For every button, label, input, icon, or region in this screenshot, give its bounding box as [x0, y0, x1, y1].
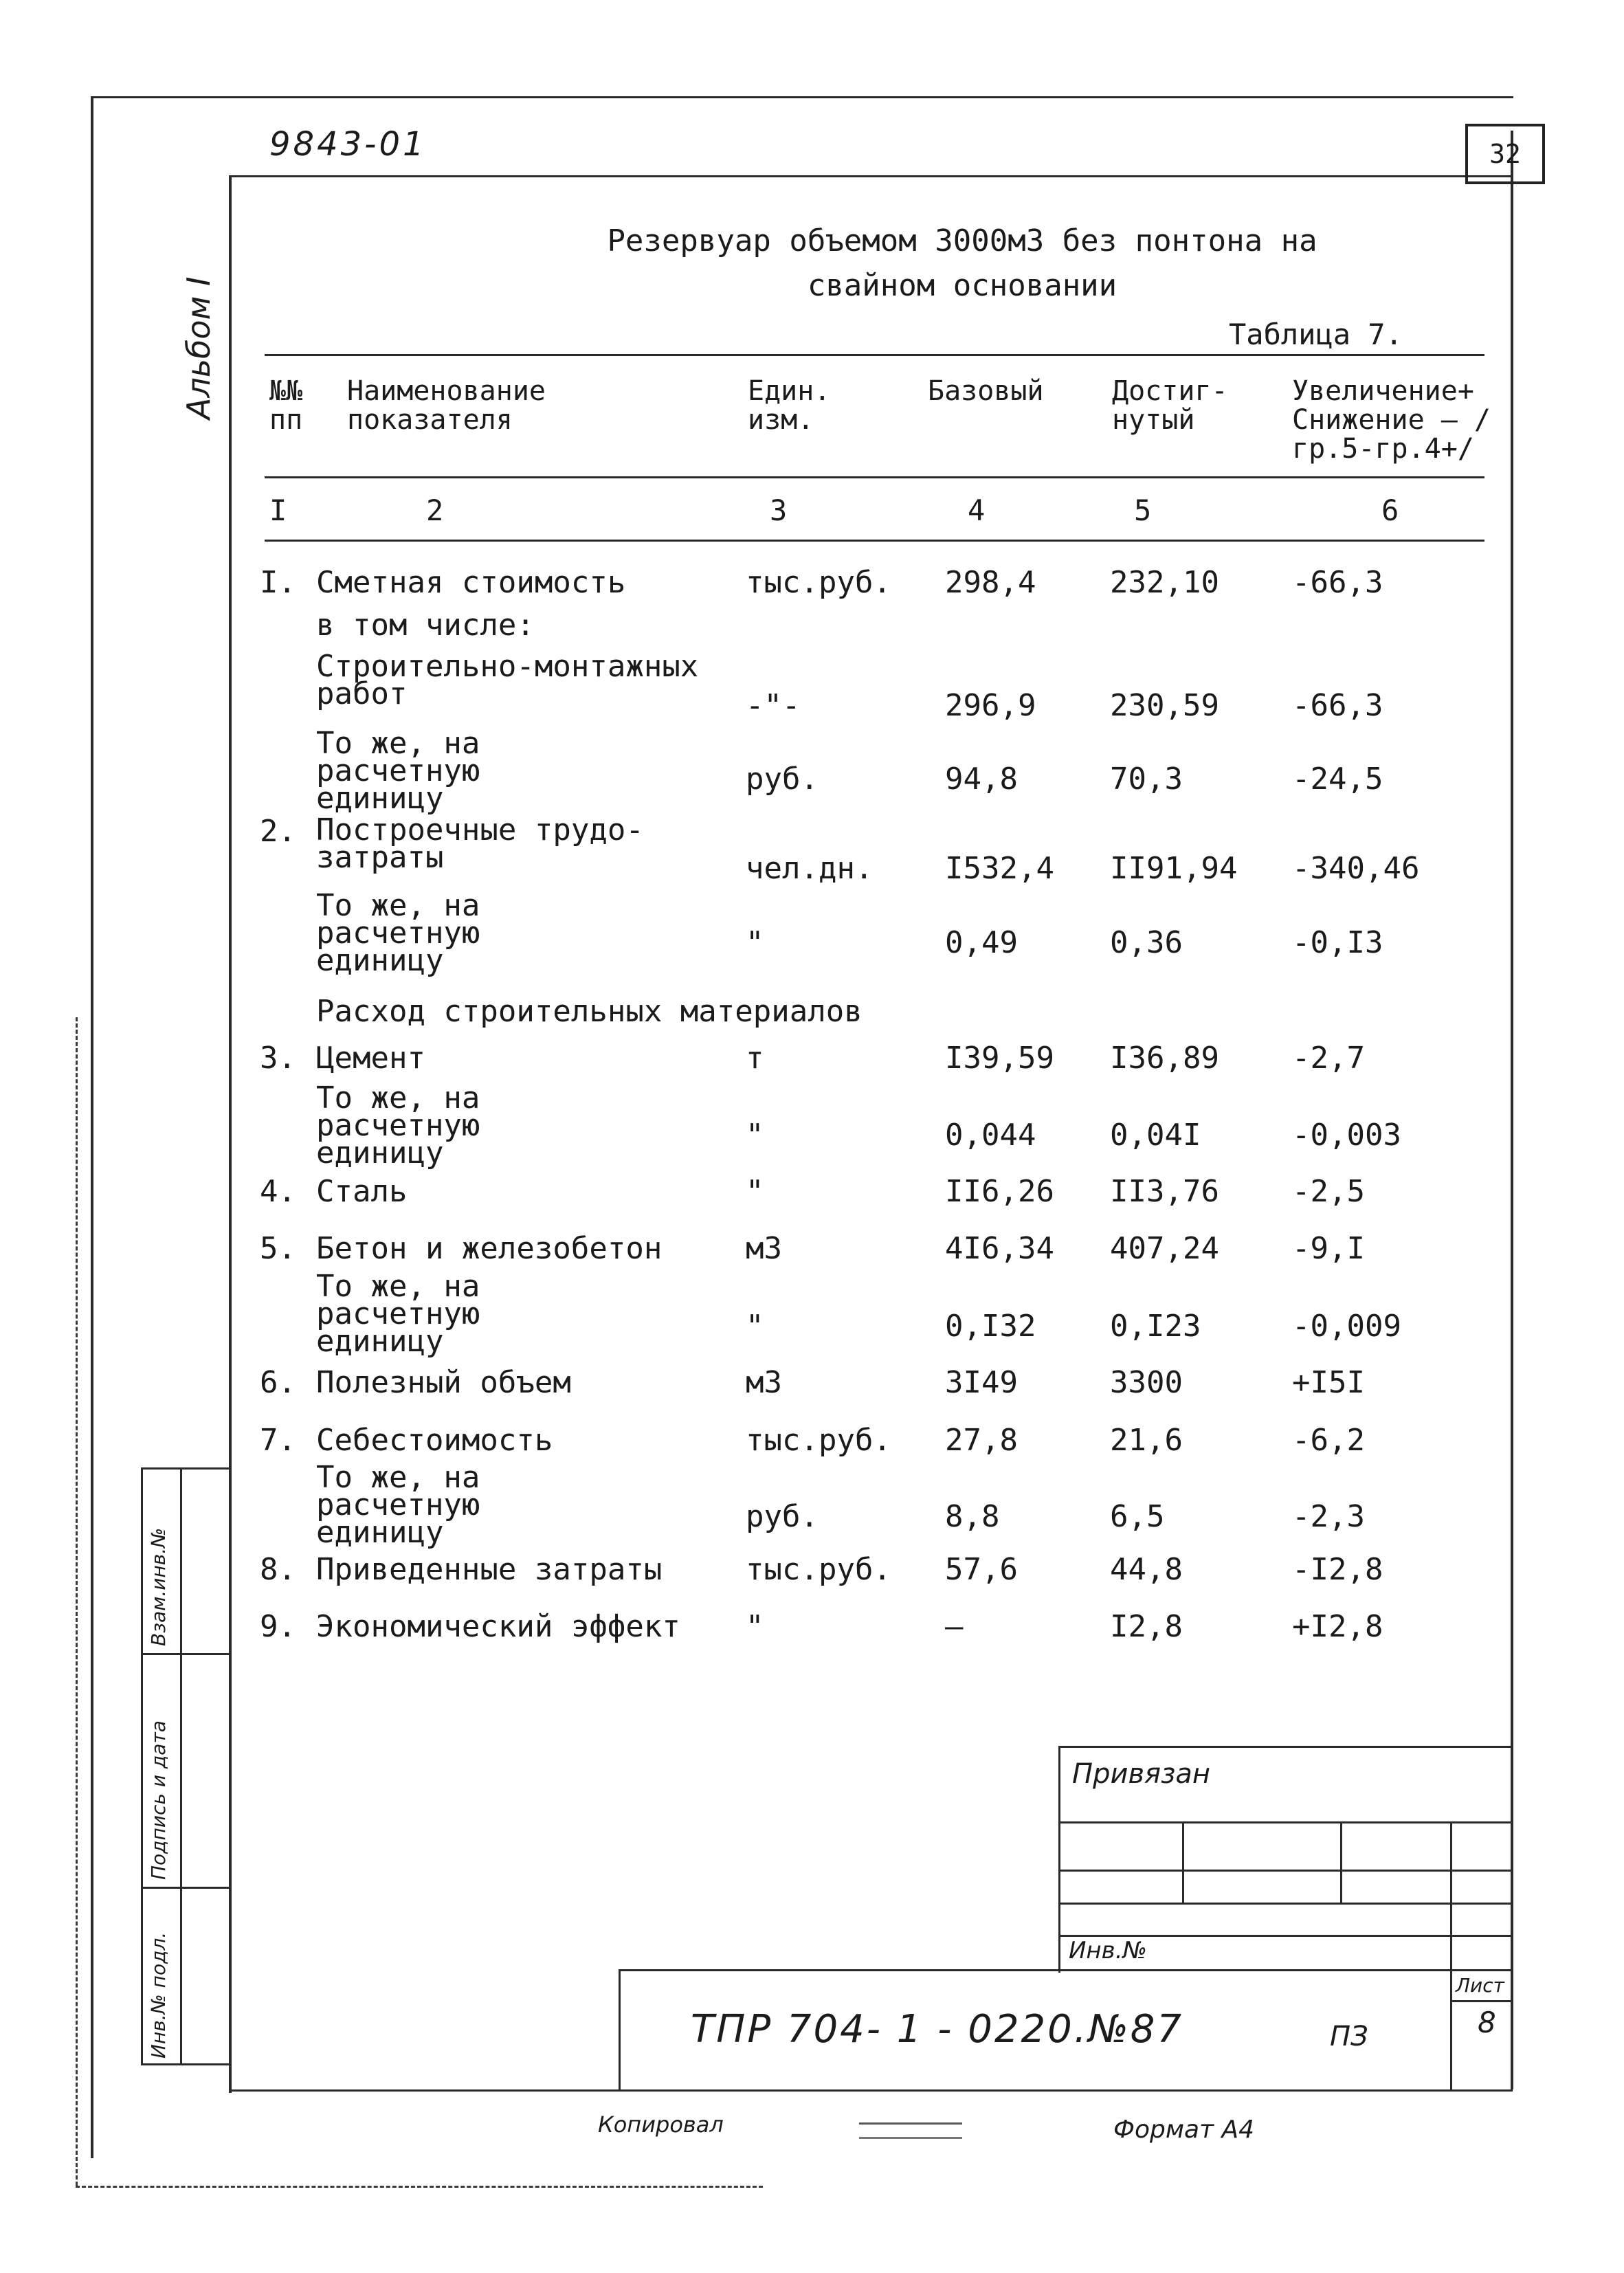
side-stamp-inv-replace: Взам.инв.№ [147, 1527, 170, 1646]
title-block-row1 [1058, 1821, 1512, 1823]
row-7-unit-cost-change: -2,3 [1292, 1499, 1365, 1534]
row-2-name: Построечные трудо- затраты [316, 812, 644, 875]
row-2-unit-cost-base: 0,49 [945, 925, 1018, 960]
row-smr-base: 296,9 [945, 688, 1036, 723]
side-stamp-top [141, 1467, 229, 1470]
row-2-achieved: II91,94 [1110, 851, 1238, 886]
side-stamp-left [141, 1467, 143, 2065]
row-2-change: -340,46 [1292, 851, 1420, 886]
side-stamp-sep2 [141, 1887, 229, 1889]
row-7-name: Себестоимость [316, 1423, 553, 1458]
row-7-num: 7. [260, 1423, 296, 1458]
row-2-unit-cost-achieved: 0,36 [1110, 925, 1183, 960]
row-9-base: – [945, 1609, 964, 1644]
colnum-6: 6 [1381, 494, 1399, 527]
row-3-change: -2,7 [1292, 1041, 1365, 1076]
row-4-name: Сталь [316, 1174, 408, 1209]
row-smr-unit-cost-change: -24,5 [1292, 762, 1383, 797]
row-1-subnote: в том числе: [316, 608, 535, 643]
row-8-change: -I2,8 [1292, 1552, 1383, 1587]
row-2-unit-cost-change: -0,I3 [1292, 925, 1383, 960]
left-edge-dashes [76, 1017, 78, 2186]
row-4-change: -2,5 [1292, 1174, 1365, 1209]
colnum-5: 5 [1134, 494, 1152, 527]
colnum-3: 3 [770, 494, 788, 527]
row-5-achieved: 407,24 [1110, 1231, 1219, 1266]
title-block-col2 [1340, 1821, 1342, 1904]
row-6-base: 3I49 [945, 1365, 1018, 1400]
row-3-base: I39,59 [945, 1041, 1054, 1076]
row-8-achieved: 44,8 [1110, 1552, 1183, 1587]
row-smr-change: -66,3 [1292, 688, 1383, 723]
header-num: №№ пп [269, 375, 303, 436]
row-6-name: Полезный объем [316, 1365, 571, 1400]
page-number-box [1465, 124, 1545, 184]
row-5-unit-cost-name: То же, на расчетную единицу [316, 1269, 480, 1359]
row-smr-name: Строительно-монтажных работ [316, 649, 699, 711]
row-2-unit: чел.дн. [746, 851, 874, 886]
row-6-achieved: 3300 [1110, 1365, 1183, 1400]
row-3-unit-cost-unit: " [746, 1118, 764, 1153]
row-7-base: 27,8 [945, 1423, 1018, 1458]
row-5-base: 4I6,34 [945, 1231, 1054, 1266]
row-smr-unit-cost-name: То же, на расчетную единицу [316, 726, 480, 816]
materials-subheading: Расход строительных материалов [316, 994, 863, 1029]
row-3-num: 3. [260, 1041, 296, 1076]
row-5-unit-cost-unit: " [746, 1309, 764, 1344]
row-7-change: -6,2 [1292, 1423, 1365, 1458]
sheet-code: 9843-01 [269, 125, 427, 164]
table-title-line1: Резервуар объемом 3000м3 без понтона на [607, 223, 1317, 258]
row-1-unit: тыс.руб. [746, 565, 891, 600]
row-9-change: +I2,8 [1292, 1609, 1383, 1644]
attached-label: Привязан [1072, 1758, 1211, 1790]
header-change: Увеличение+ Снижение – /гр.5-гр.4+/ [1292, 375, 1491, 465]
row-4-achieved: II3,76 [1110, 1174, 1219, 1209]
row-8-base: 57,6 [945, 1552, 1018, 1587]
row-smr-unit-cost-achieved: 70,3 [1110, 762, 1183, 797]
row-1-base: 298,4 [945, 565, 1036, 600]
title-block-row3 [1058, 1903, 1512, 1905]
table-caption: Таблица 7. [1229, 318, 1403, 351]
row-8-name: Приведенные затраты [316, 1552, 663, 1587]
title-block-col3 [1450, 1821, 1452, 2089]
row-4-num: 4. [260, 1174, 296, 1209]
row-9-num: 9. [260, 1609, 296, 1644]
row-7-unit-cost-base: 8,8 [945, 1499, 1000, 1534]
header-base: Базовый [928, 375, 1044, 407]
frame-left [91, 96, 93, 2158]
frame-inner-left [229, 175, 232, 2093]
row-smr-unit: -"- [746, 688, 801, 723]
colnum-4: 4 [968, 494, 986, 527]
row-9-achieved: I2,8 [1110, 1609, 1183, 1644]
doc-block-left [619, 1969, 621, 2089]
side-stamp-bottom [141, 2063, 229, 2065]
row-smr-unit-cost-base: 94,8 [945, 762, 1018, 797]
row-5-unit-cost-change: -0,009 [1292, 1309, 1401, 1344]
row-7-unit-cost-unit: руб. [746, 1499, 819, 1534]
title-block-row2 [1058, 1870, 1512, 1872]
footer-dashes [76, 2186, 763, 2188]
row-5-unit: м3 [746, 1231, 782, 1266]
footer-copied: Копировал [598, 2111, 724, 2138]
side-stamp-inv-orig: Инв.№ подл. [147, 1931, 170, 2059]
row-7-achieved: 21,6 [1110, 1423, 1183, 1458]
row-4-unit: " [746, 1174, 764, 1209]
sheet-label: Лист [1456, 1974, 1504, 1997]
title-block-top [1058, 1746, 1512, 1748]
sheet-sep [1450, 2000, 1512, 2002]
row-5-change: -9,I [1292, 1231, 1365, 1266]
row-2-base: I532,4 [945, 851, 1054, 886]
frame-top [91, 96, 1513, 98]
row-3-unit-cost-name: То же, на расчетную единицу [316, 1080, 480, 1171]
footer-format: Формат А4 [1113, 2116, 1255, 2144]
row-5-num: 5. [260, 1231, 296, 1266]
header-name: Наименование показателя [347, 375, 546, 436]
row-5-name: Бетон и железобетон [316, 1231, 663, 1266]
side-stamp-sign-date: Подпись и дата [147, 1720, 170, 1880]
frame-bottom [229, 2089, 1513, 2092]
row-5-unit-cost-base: 0,I32 [945, 1309, 1036, 1344]
row-9-unit: " [746, 1609, 764, 1644]
row-3-unit-cost-achieved: 0,04I [1110, 1118, 1201, 1153]
colnum-1: I [269, 494, 287, 527]
row-3-unit: т [746, 1041, 764, 1076]
row-smr-unit-cost-unit: руб. [746, 762, 819, 797]
row-8-num: 8. [260, 1552, 296, 1587]
row-5-unit-cost-achieved: 0,I23 [1110, 1309, 1201, 1344]
header-unit: Един. изм. [748, 375, 831, 436]
row-3-unit-cost-change: -0,003 [1292, 1118, 1401, 1153]
doc-code: ТПР 704- 1 - 0220.№87 [691, 2007, 1184, 2052]
header-achieved: Достиг- нутый [1112, 375, 1228, 436]
inv-no-label: Инв.№ [1069, 1937, 1147, 1964]
header-bottom-rule [265, 476, 1484, 478]
row-7-unit: тыс.руб. [746, 1423, 891, 1458]
footer-scribble [859, 2122, 962, 2139]
row-2-unit-cost-name: То же, на расчетную единицу [316, 888, 480, 978]
title-block-left [1058, 1746, 1060, 1973]
album-label: Альбом I [180, 276, 217, 419]
row-3-name: Цемент [316, 1041, 425, 1076]
colnum-bottom-rule [265, 540, 1484, 542]
row-6-num: 6. [260, 1365, 296, 1400]
row-6-change: +I5I [1292, 1365, 1365, 1400]
page-number: 32 [1489, 139, 1521, 169]
colnum-2: 2 [426, 494, 444, 527]
row-7-unit-cost-achieved: 6,5 [1110, 1499, 1165, 1534]
row-smr-achieved: 230,59 [1110, 688, 1219, 723]
row-1-name: Сметная стоимость [316, 565, 626, 600]
side-stamp-divider [180, 1467, 182, 2065]
doc-suffix: ПЗ [1330, 2021, 1368, 2052]
row-9-name: Экономический эффект [316, 1609, 680, 1644]
row-8-unit: тыс.руб. [746, 1552, 891, 1587]
row-3-achieved: I36,89 [1110, 1041, 1219, 1076]
row-2-unit-cost-unit: " [746, 925, 764, 960]
table-title-line2: свайном основании [807, 268, 1117, 303]
row-6-unit: м3 [746, 1365, 782, 1400]
row-1-num: I. [260, 565, 296, 600]
table-top-rule [265, 354, 1484, 356]
row-3-unit-cost-base: 0,044 [945, 1118, 1036, 1153]
row-1-achieved: 232,10 [1110, 565, 1219, 600]
side-stamp-sep1 [141, 1653, 229, 1655]
doc-block-top [619, 1969, 1512, 1971]
frame-inner-top [229, 175, 1513, 177]
row-2-num: 2. [260, 814, 296, 849]
row-4-base: II6,26 [945, 1174, 1054, 1209]
title-block-col1 [1182, 1821, 1184, 1904]
row-1-change: -66,3 [1292, 565, 1383, 600]
sheet-value: 8 [1478, 2006, 1496, 2039]
row-7-unit-cost-name: То же, на расчетную единицу [316, 1460, 480, 1550]
